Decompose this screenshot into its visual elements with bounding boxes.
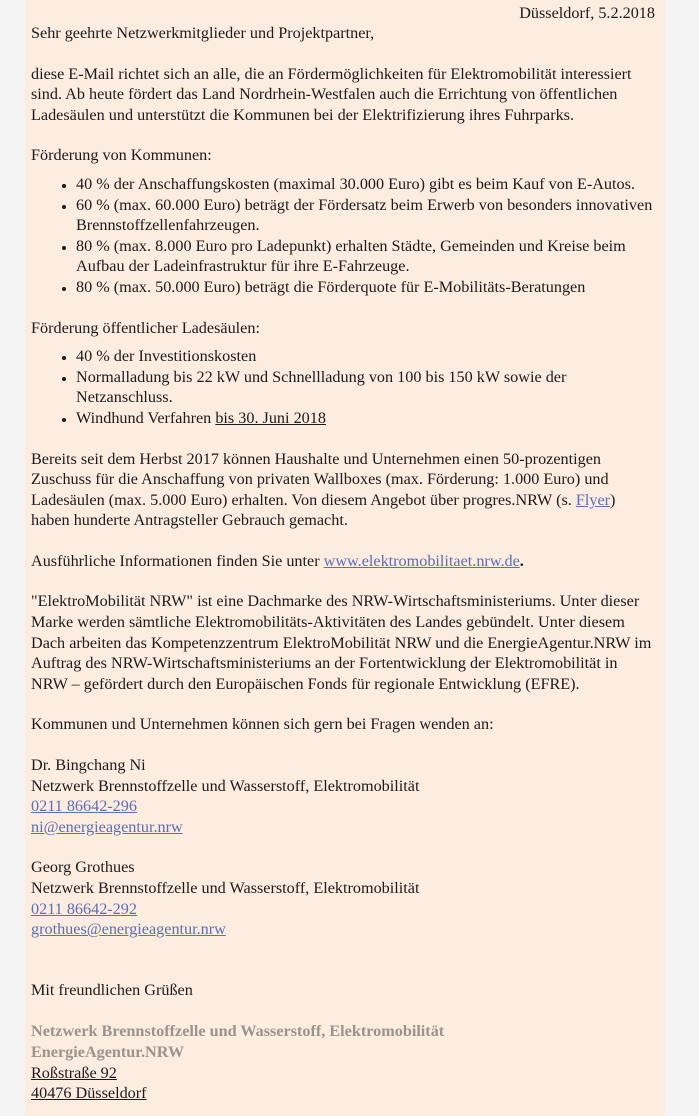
closing-greeting: Mit freundlichen Grüßen xyxy=(31,980,193,999)
footer-address-city: 40476 Düsseldorf xyxy=(31,1084,147,1103)
bullet-list-ladesaeulen xyxy=(31,346,657,428)
salutation: Sehr geehrte Netzwerkmitglieder und Projektpartner, xyxy=(31,24,375,42)
spacer xyxy=(31,940,657,980)
wallbox-text-part1: Bereits seit dem Herbst 2017 können Haushalte und Unternehmen einen 50-prozentigen Zuschuss für die Anschaffung von privaten Wallboxes (max. Förderung: 1.000 Euro) und Ladesäulen (max. 5.000 Euro) erhalten. Von diesem Angebot über progres.NRW (s. xyxy=(31,449,609,509)
footer-brand-line-2: EnergieAgentur.NRW xyxy=(31,1042,185,1061)
spacer xyxy=(31,166,657,174)
list-item: • 40 % der Investitionskosten xyxy=(76,346,657,367)
contact-email-row xyxy=(31,817,657,838)
more-info-paragraph xyxy=(31,551,657,572)
spacer xyxy=(31,338,657,346)
footer-brand-line-1: Netzwerk Brennstoffzelle und Wasserstoff, Elektromobilität xyxy=(31,1022,445,1041)
spacer xyxy=(31,1000,657,1021)
flyer-link[interactable]: Flyer xyxy=(575,490,611,509)
spacer xyxy=(31,735,657,755)
phone-link[interactable]: 0211 86642-296 xyxy=(31,797,137,816)
contact-department: Netzwerk Brennstoffzelle und Wasserstoff, Elektromobilität xyxy=(31,776,420,795)
list-item: • 80 % (max. 8.000 Euro pro Ladepunkt) erhalten Städte, Gemeinden und Kreise beim Aufbau der Ladeinfrastruktur für ihre E-Fahrzeuge. xyxy=(76,236,657,277)
wallbox-paragraph xyxy=(31,449,657,531)
list-item: • Normalladung bis 22 kW und Schnellladung von 100 bis 150 kW sowie der Netzanschluss. xyxy=(76,367,657,408)
deadline-underlined-text: bis 30. Juni 2018 xyxy=(215,408,326,427)
email-message-body xyxy=(25,0,665,1116)
contact-name: Georg Grothues xyxy=(31,858,135,877)
contact-email-row xyxy=(31,919,657,940)
wallbox-text-part2: ) haben hunderte Antragsteller Gebrauch gemacht. xyxy=(31,490,616,530)
section-heading-kommunen: Förderung von Kommunen: xyxy=(31,146,212,165)
contact-phone-row xyxy=(31,899,657,920)
contact-phone-row xyxy=(31,796,657,817)
list-item: • 80 % (max. 50.000 Euro) beträgt die Förderquote für E-Mobilitäts-Beratungen xyxy=(76,277,657,298)
spacer xyxy=(31,298,657,318)
list-item-deadline xyxy=(76,408,657,429)
more-info-suffix: . xyxy=(519,551,524,570)
contact-intro-paragraph: Kommunen und Unternehmen können sich gern bei Fragen wenden an: xyxy=(31,715,494,734)
website-link[interactable]: www.elektromobilitaet.nrw.de xyxy=(323,551,520,570)
email-link[interactable]: ni@energieagentur.nrw xyxy=(31,817,183,836)
dachmarke-paragraph: "ElektroMobilität NRW" ist eine Dachmarke des NRW-Wirtschaftsministeriums. Unter dieser Marke werden sämtliche Elektromobilitäts-Aktivitäten des Landes gebündelt. Unter diesem Dach arbeiten das Kompetenzzentrum ElektroMobilität NRW und die EnergieAgentur.NRW im Auftrag des NRW-Wirtschaftsministeriums an der Fortentwicklung der Elektromobilität in NRW – gefördert durch den Europäischen Fonds für regionale Entwicklung (EFRE). xyxy=(31,592,652,693)
list-item: • 60 % (max. 60.000 Euro) beträgt der Fördersatz beim Erwerb von besonders innovativen Brennstoffzellenfahrzeugen. xyxy=(76,195,657,236)
intro-paragraph: diese E-Mail richtet sich an alle, die an Fördermöglichkeiten für Elektromobilität interessiert sind. Ab heute fördert das Land Nordrhein-Westfalen auch die Errichtung von öffentlichen Ladesäulen und unterstützt die Kommunen bei der Elektrifizierung ihres Fuhrparks. xyxy=(31,64,632,124)
email-link[interactable]: grothues@energieagentur.nrw xyxy=(31,920,226,939)
spacer xyxy=(31,694,657,714)
contact-block-2 xyxy=(31,857,657,939)
dateline: Düsseldorf, 5.2.2018 xyxy=(519,4,655,22)
contact-block-1 xyxy=(31,755,657,837)
spacer xyxy=(31,837,657,857)
spacer xyxy=(31,531,657,551)
spacer xyxy=(31,44,657,64)
more-info-prefix: Ausführliche Informationen finden Sie unter xyxy=(31,551,324,570)
list-item: • 40 % der Anschaffungskosten (maximal 30.000 Euro) gibt es beim Kauf von E-Autos. xyxy=(76,174,657,195)
phone-link[interactable]: 0211 86642-292 xyxy=(31,899,137,918)
spacer xyxy=(31,571,657,591)
section-heading-ladesaeulen: Förderung öffentlicher Ladesäulen: xyxy=(31,318,260,337)
spacer xyxy=(31,125,657,145)
deadline-prefix: Windhund Verfahren xyxy=(76,408,216,427)
spacer xyxy=(31,429,657,449)
bullet-list-kommunen xyxy=(31,174,657,298)
footer-address-street: Roßstraße 92 xyxy=(31,1063,117,1082)
contact-name: Dr. Bingchang Ni xyxy=(31,756,146,775)
contact-department: Netzwerk Brennstoffzelle und Wasserstoff, Elektromobilität xyxy=(31,879,420,897)
